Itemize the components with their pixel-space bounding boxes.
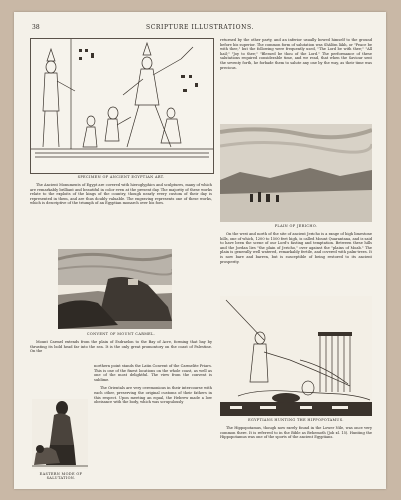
salutation-caption: EASTERN MODE OF SALUTATION. (39, 472, 83, 480)
salutation-paragraph: returned by the other party, and an inferior usually bowed himself to the ground before his superior. The common form of salutation was Shālōm lākh, or "Peace be with thee," but the following were frequently used, "The Lord be with thee;" "All hail;" "Joy to thee;" "Blessed be thou of the Lord." The performance of these salutations required considerable time, and we read, that when the Saviour sent the seventy forth, he forbade them to salute any one by the way, as their time was precious. (220, 38, 372, 70)
egyptian-relief-drawing (31, 39, 213, 173)
salutation-paragraph-block (220, 38, 372, 72)
mount-carmel-engraving (58, 249, 172, 329)
page-number: 38 (32, 24, 40, 31)
jericho-drawing (220, 124, 372, 222)
hippopotamus-drawing (220, 296, 372, 416)
book-page (14, 12, 386, 489)
hippopotamus-caption: EGYPTIANS HUNTING THE HIPPOPOTAMUS. (248, 418, 344, 422)
jericho-caption: PLAIN OF JERICHO. (274, 224, 318, 228)
carmel-paragraph-2: northern point stands the Latin Convent of the Carmelite Friars. This is one of the finest locations on the whole coast, as well as one of the most delightful. The view from the convent is sublime. (94, 364, 212, 382)
jericho-paragraph: On the west and north of the site of ancient Jericho is a range of high limestone hills, one of which, 1200 to 1500 feet high, is called Mount Quarantana, and is said to have been the scene of our Lord's fasting and temptation. Between these hills and the Jordan lies "the plain of Jericho," over against the "plains of Moab." The plain is generally well watered, remarkably fertile, and covered with palm-trees. It is now bare and barren, but is susceptible of being restored to its ancient prosperity. (220, 232, 372, 264)
page-header (32, 24, 368, 34)
carmel-paragraph-1: Mount Carmel extends from the plain of Esdraelon to the Bay of Acre, forming that bay by thrusting its bold head far into the sea. It is the only great promontory on the coast of Palestine. On the (30, 340, 212, 354)
egypt-paragraph: The Ancient Monuments of Egypt are covered with hieroglyphics and sculptures, many of which are remarkably brilliant and beautiful in color even at the present day. The majority of these works relate to the exploits of the kings of the country, though nearly every custom of their day is represented in them, and are thus doubly valuable. The engraving represents one of these works, which is descriptive of the triumph of an Egyptian monarch over his foes. (30, 183, 212, 206)
salutation-drawing (32, 399, 88, 469)
egyptian-art-engraving (30, 38, 214, 174)
mount-carmel-drawing (58, 249, 172, 329)
hippopotamus-paragraph: The Hippopotamus, though now rarely found in the Lower Nile, was once very common there. It is referred to in the Bible as Behemoth (Job xl. 15). Hunting the Hippopotamus was one of the sports of the ancient Egyptians. (220, 426, 372, 440)
jericho-paragraph-block (220, 232, 372, 266)
orientals-paragraph: The Orientals are very ceremonious in their intercourse with each other, preserving the original customs of their fathers in this respect. Upon meeting an equal, the Hebrew made a low obeisance with the body, which was scrupulously (94, 386, 212, 405)
running-title: SCRIPTURE ILLUSTRATIONS. (146, 24, 254, 31)
carmel-paragraph-block (30, 340, 212, 356)
salutation-column (94, 364, 212, 407)
salutation-engraving (32, 399, 88, 469)
carmel-caption: CONVENT OF MOUNT CARMEL. (86, 332, 156, 336)
hippopotamus-paragraph-block (220, 426, 372, 442)
hippopotamus-engraving (220, 296, 372, 416)
sculpture-caption: SPECIMEN OF ANCIENT EGYPTIAN ART. (77, 175, 165, 179)
jericho-engraving (220, 124, 372, 222)
egypt-paragraph-block (30, 183, 212, 208)
